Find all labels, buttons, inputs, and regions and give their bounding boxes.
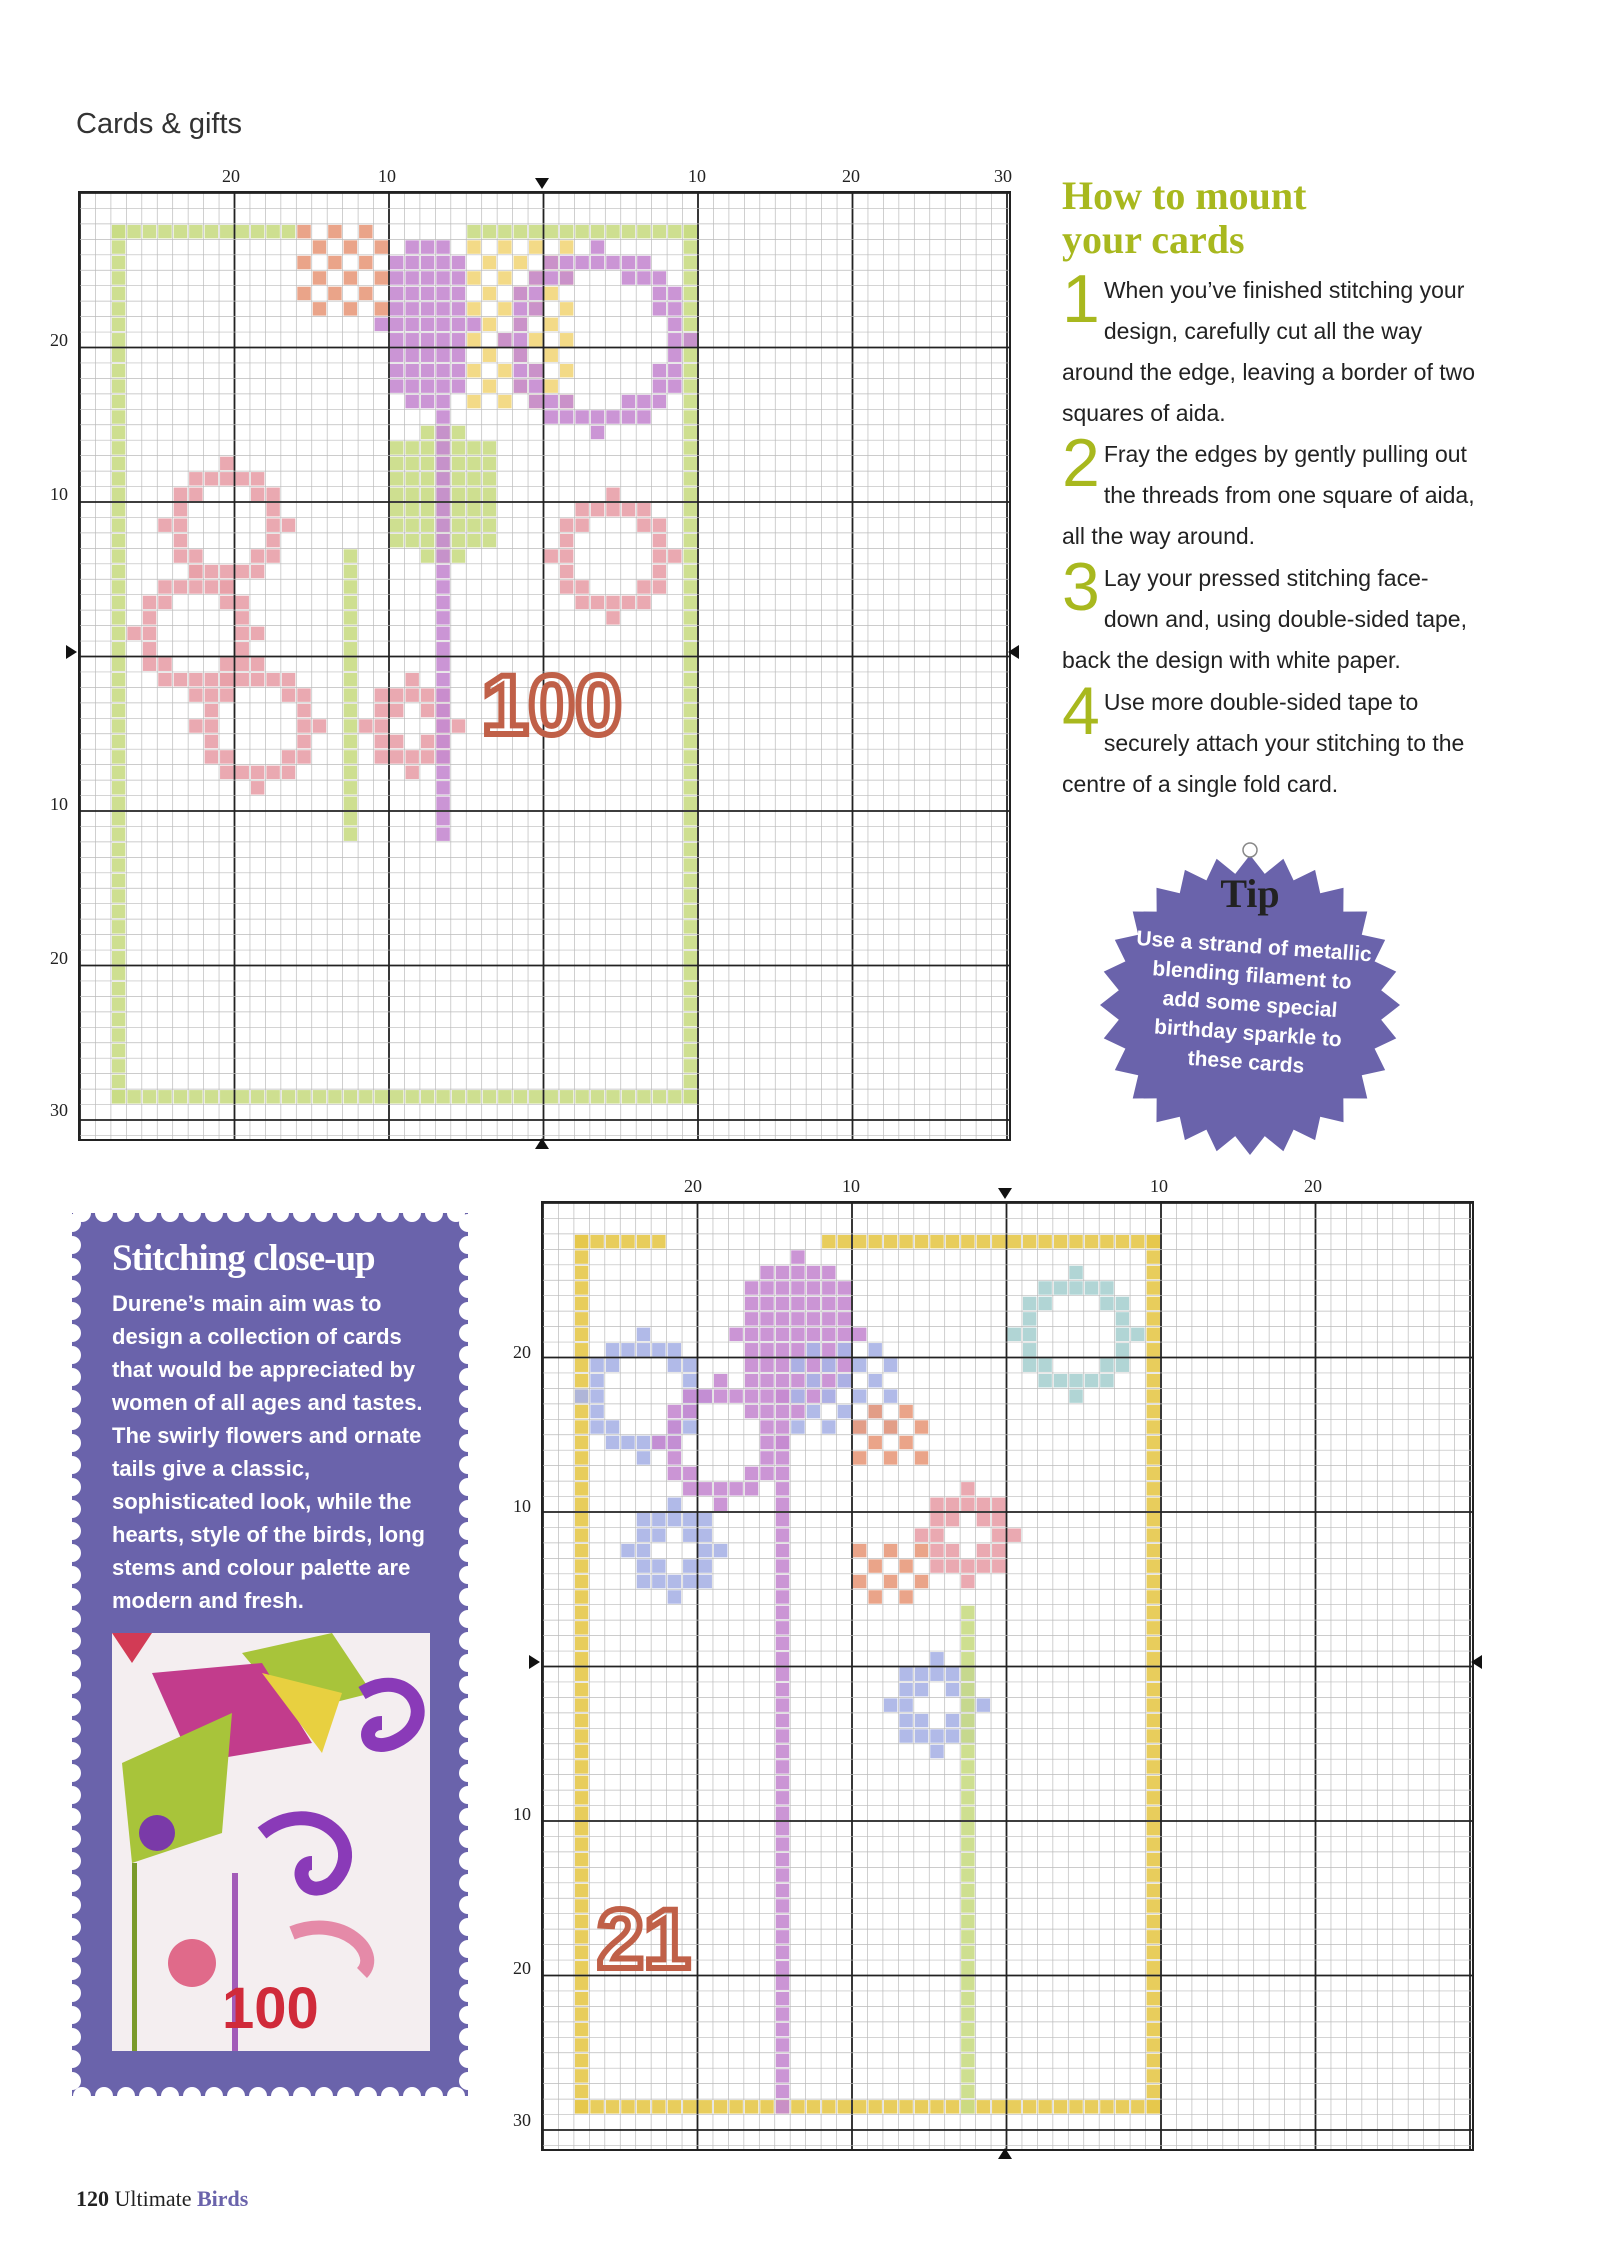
stem-green — [344, 735, 357, 748]
chart1-left-label: 10 — [50, 794, 68, 814]
stem — [776, 1420, 789, 1433]
stem — [776, 1853, 789, 1866]
stem — [776, 2069, 789, 2082]
stem — [436, 457, 449, 470]
chart1-top-label: 20 — [222, 166, 240, 186]
stem-green — [961, 1930, 974, 1943]
step-text: Use more double-sided tape to securely attach your stitching to the centre of a single fold card. — [1062, 689, 1465, 797]
section-title: Cards & gifts — [76, 108, 242, 140]
stem-green — [961, 1621, 974, 1634]
stem-green — [961, 1791, 974, 1804]
purple-bird — [375, 240, 481, 408]
stem — [436, 596, 449, 609]
step-number: 2 — [1062, 425, 1100, 501]
stem — [776, 1467, 789, 1480]
mount-step — [1062, 261, 1482, 434]
stem — [436, 534, 449, 547]
mount-heading-line2: your cards — [1062, 217, 1245, 262]
stem — [776, 1575, 789, 1588]
stem — [776, 1915, 789, 1928]
stem — [776, 1837, 789, 1850]
stem — [436, 827, 449, 840]
stem — [776, 1729, 789, 1742]
stem-green — [961, 1698, 974, 1711]
stem — [436, 766, 449, 779]
stem — [436, 642, 449, 655]
stem-green — [344, 549, 357, 562]
stem-green — [961, 2007, 974, 2020]
stem — [436, 750, 449, 763]
stem — [776, 2023, 789, 2036]
stem-green — [961, 1729, 974, 1742]
stem-green — [344, 688, 357, 701]
stem-green — [961, 1884, 974, 1897]
chart1-left-label: 20 — [50, 948, 68, 968]
stem — [776, 1590, 789, 1603]
stem-green — [961, 1714, 974, 1727]
teal-flower — [1008, 1266, 1145, 1403]
stem — [776, 1714, 789, 1727]
step-number: 3 — [1062, 549, 1100, 625]
stem — [776, 2100, 789, 2113]
stem — [776, 2085, 789, 2098]
stem — [776, 1760, 789, 1773]
stem — [776, 1992, 789, 2005]
chart2-top-label: 20 — [684, 1176, 702, 1196]
stem — [436, 580, 449, 593]
stem-green — [344, 627, 357, 640]
stem-green — [961, 1946, 974, 1959]
issue-name: Birds — [196, 2186, 249, 2211]
stem — [776, 1868, 789, 1881]
number-100: 100 — [481, 657, 622, 752]
mount-step — [1062, 425, 1482, 557]
grid-lines — [543, 1203, 1472, 2149]
chart1-left-label: 20 — [50, 330, 68, 350]
stem-green — [961, 1807, 974, 1820]
page-number: 120 — [76, 2186, 109, 2211]
step-text: Lay your pressed stitching face-down and, using double-sided tape, back the design with white paper. — [1062, 565, 1467, 673]
stem-green — [961, 1683, 974, 1696]
stem-green — [961, 2069, 974, 2082]
mount-step — [1062, 673, 1482, 805]
stem — [776, 1606, 789, 1619]
stem-green — [344, 781, 357, 794]
stem — [776, 1513, 789, 1526]
chart2-top-label: 20 — [1304, 1176, 1322, 1196]
stem — [776, 1683, 789, 1696]
stem — [436, 688, 449, 701]
stem-green — [344, 658, 357, 671]
cross-stitch-chart-2 — [541, 1201, 1474, 2151]
stem — [436, 426, 449, 439]
chart1-left-label: 10 — [50, 484, 68, 504]
stem — [776, 1482, 789, 1495]
step-number: 1 — [1062, 261, 1100, 337]
stem-green — [961, 2054, 974, 2067]
stem — [776, 1544, 789, 1557]
stem — [776, 1652, 789, 1665]
stem-green — [961, 1977, 974, 1990]
stem — [776, 1822, 789, 1835]
page-footer — [76, 2186, 248, 2212]
center-marker-icon — [998, 1188, 1012, 1199]
stem — [776, 1745, 789, 1758]
stem — [776, 1498, 789, 1511]
stem-green — [344, 750, 357, 763]
stem-green — [344, 827, 357, 840]
stem — [436, 503, 449, 516]
stem-green — [961, 1637, 974, 1650]
stem — [776, 1698, 789, 1711]
stem-green — [961, 2023, 974, 2036]
stem-green — [961, 1776, 974, 1789]
stem — [776, 1528, 789, 1541]
stem-green — [961, 2085, 974, 2098]
stem — [436, 797, 449, 810]
photo-art — [112, 1633, 430, 2051]
stem-green — [344, 673, 357, 686]
chart2-left-label: 20 — [513, 1958, 531, 1978]
stem — [776, 2038, 789, 2051]
stem-green — [344, 719, 357, 732]
stem-green — [961, 2100, 974, 2113]
chart2-top-label: 10 — [1150, 1176, 1168, 1196]
stem-green — [344, 596, 357, 609]
stem — [776, 1637, 789, 1650]
stem — [776, 1776, 789, 1789]
stem — [776, 1884, 789, 1897]
stitching-photo — [112, 1633, 430, 2051]
tip-body: Use a strand of metallic blending filament to add some special birthday sparkle to these cards — [1135, 926, 1373, 1078]
center-marker-icon — [535, 178, 549, 189]
photo-number: 100 — [222, 1976, 319, 2041]
stem — [776, 1436, 789, 1449]
stem — [436, 565, 449, 578]
mount-heading-line1: How to mount — [1062, 173, 1307, 218]
stem-green — [961, 1915, 974, 1928]
stem-green — [961, 1899, 974, 1912]
stem — [436, 781, 449, 794]
mount-heading — [1062, 174, 1306, 262]
stem — [436, 518, 449, 531]
stem — [436, 812, 449, 825]
chart2-left-label: 20 — [513, 1342, 531, 1362]
stem — [776, 1946, 789, 1959]
stem — [436, 549, 449, 562]
stem-green — [961, 1853, 974, 1866]
stem-green — [961, 1745, 974, 1758]
chart2-left-label: 30 — [513, 2110, 531, 2130]
chart1-top-label: 30 — [994, 166, 1012, 186]
chart2-top-label: 10 — [842, 1176, 860, 1196]
stem-green — [344, 565, 357, 578]
stem — [436, 472, 449, 485]
step-text: Fray the edges by gently pulling out the threads from one square of aida, all the way around. — [1062, 441, 1475, 549]
stem-green — [961, 1652, 974, 1665]
stem — [776, 1807, 789, 1820]
stem — [436, 627, 449, 640]
stem-green — [344, 812, 357, 825]
number-21: 21 — [597, 1891, 691, 1986]
stem — [436, 658, 449, 671]
stem-green — [961, 1961, 974, 1974]
stem — [776, 1405, 789, 1418]
tip-title: Tip — [1220, 871, 1280, 916]
closeup-panel — [72, 1213, 468, 2096]
chart1-top-label: 10 — [688, 166, 706, 186]
center-marker-icon — [535, 1138, 549, 1149]
step-text: When you’ve finished stitching your design, carefully cut all the way around the edge, leaving a border of two squares of aida. — [1062, 277, 1476, 426]
stem — [436, 488, 449, 501]
stem — [776, 1977, 789, 1990]
stem — [436, 410, 449, 423]
mount-step — [1062, 549, 1482, 681]
magazine-name: Ultimate — [114, 2186, 192, 2211]
stem-green — [344, 642, 357, 655]
tag-hole-icon — [1243, 843, 1257, 857]
chart1-top-label: 20 — [842, 166, 860, 186]
stem-green — [961, 1992, 974, 2005]
stem — [776, 1791, 789, 1804]
center-marker-icon — [529, 1655, 540, 1669]
chart2-left-label: 10 — [513, 1804, 531, 1824]
stem-green — [961, 1668, 974, 1681]
stem-green — [961, 1760, 974, 1773]
stem — [776, 1930, 789, 1943]
closeup-title: Stitching close-up — [112, 1238, 375, 1279]
pink-swirl — [545, 488, 682, 625]
stem-green — [344, 611, 357, 624]
stem-green — [344, 766, 357, 779]
stem-green — [961, 2038, 974, 2051]
stem — [436, 673, 449, 686]
stem — [776, 1621, 789, 1634]
stem-green — [344, 580, 357, 593]
stem — [436, 441, 449, 454]
stem — [436, 719, 449, 732]
chart2-left-label: 10 — [513, 1496, 531, 1516]
stem — [776, 1559, 789, 1572]
pink-rose — [915, 1482, 1021, 1588]
cross-stitch-chart-1 — [78, 191, 1011, 1141]
stem — [776, 1451, 789, 1464]
center-marker-icon — [1471, 1655, 1482, 1669]
stem — [436, 704, 449, 717]
stem-green — [344, 704, 357, 717]
stem-green — [961, 1606, 974, 1619]
stem-green — [961, 1837, 974, 1850]
stem — [436, 735, 449, 748]
stem — [776, 1899, 789, 1912]
closeup-body: Durene’s main aim was to design a collection of cards that would be appreciated by women of all ages and tastes. The swirly flowers and ornate tails give a classic, sophisticated look, while the hearts, style of the birds, long stems and colour palette are modern and fresh. — [112, 1291, 425, 1613]
stem — [776, 1668, 789, 1681]
stem — [776, 2007, 789, 2020]
center-marker-icon — [1008, 645, 1019, 659]
step-number: 4 — [1062, 673, 1100, 749]
chart1-left-label: 30 — [50, 1100, 68, 1120]
center-marker-icon — [998, 2148, 1012, 2159]
chart-2-grid — [543, 1203, 1472, 2149]
stem — [776, 2054, 789, 2067]
stem — [436, 611, 449, 624]
stem — [776, 1389, 789, 1402]
chart1-top-label: 10 — [378, 166, 396, 186]
tip-badge — [1070, 830, 1430, 1170]
stem-green — [961, 1822, 974, 1835]
center-marker-icon — [66, 645, 77, 659]
stem — [776, 1961, 789, 1974]
stem-green — [344, 797, 357, 810]
stem-green — [961, 1868, 974, 1881]
chart-1-grid — [80, 193, 1009, 1139]
